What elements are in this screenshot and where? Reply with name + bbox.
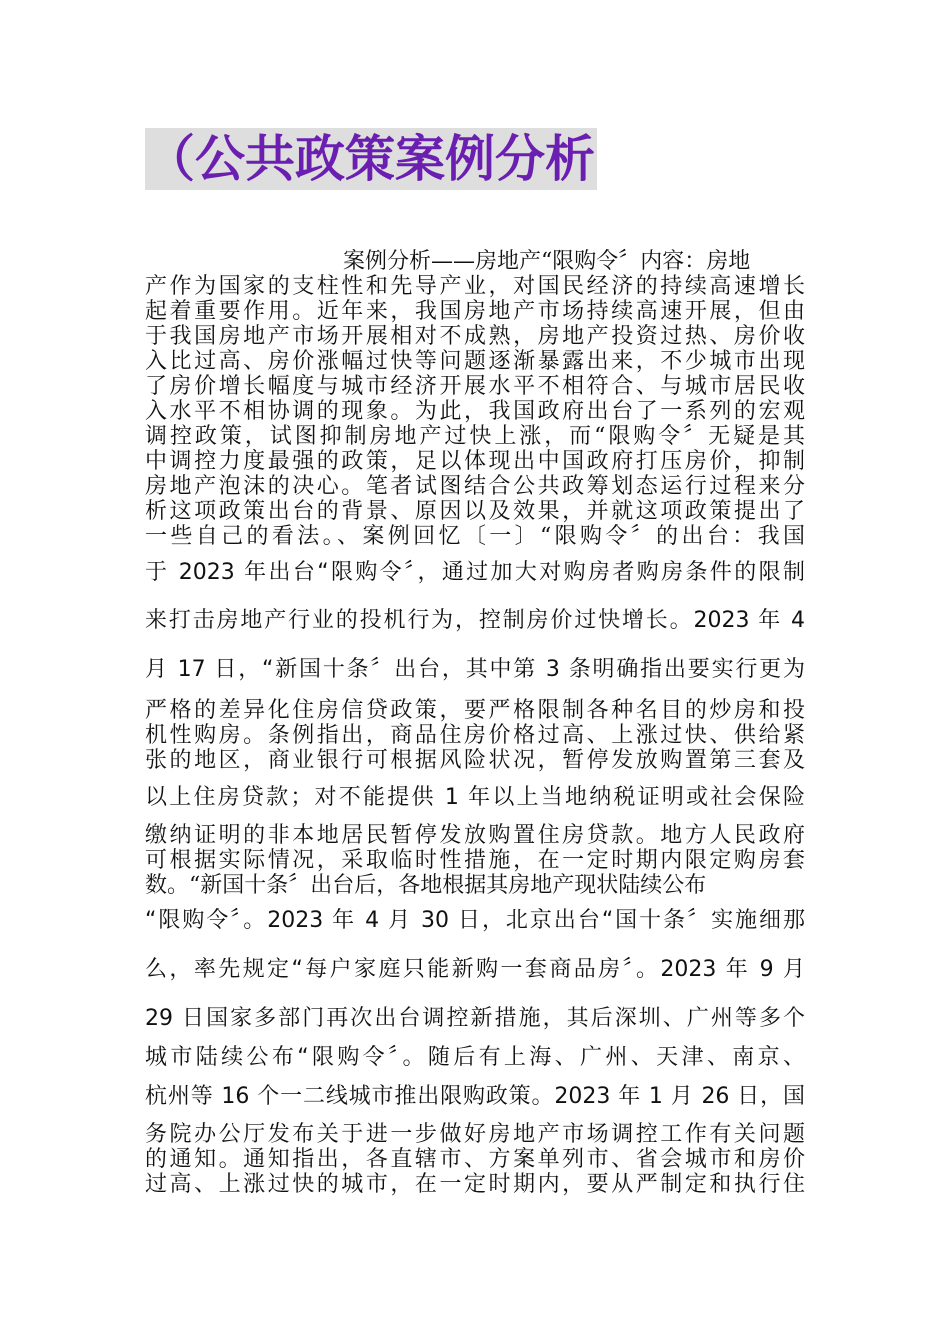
text-line: 过高、上涨过快的城市，在一定时期内，要从严制定和执行住	[145, 1172, 805, 1197]
text-line: 机性购房。条例指出，商品住房价格过高、上涨过快、供给紧	[145, 723, 805, 748]
text-line: “限购令〞。2023 年 4 月 30 日，北京出台“国十条〞实施细那	[145, 908, 805, 933]
text-line: 务院办公厅发布关于进一步做好房地产市场调控工作有关问题	[145, 1122, 805, 1147]
text-line: 数。“新国十条〞出台后，各地根据其房地产现状陆续公布	[145, 873, 707, 898]
text-line: 中调控力度最强的政策，足以体现出中国政府打压房价，抑制	[145, 449, 805, 474]
text-line: 了房价增长幅度与城市经济开展水平不相符合、与城市居民收	[145, 374, 805, 399]
text-line: 严格的差异化住房信贷政策，要严格限制各种名目的炒房和投	[145, 698, 805, 723]
text-line: 张的地区，商业银行可根据风险状况，暂停发放购置第三套及	[145, 748, 805, 773]
text-line: 调控政策，试图抑制房地产过快上涨，而“限购令〞无疑是其	[145, 424, 805, 449]
text-line: 29 日国家多部门再次出台调控新措施，其后深圳、广州等多个	[145, 1006, 805, 1031]
text-line: 入水平不相协调的现象。为此，我国政府出台了一系列的宏观	[145, 399, 805, 424]
document-title: （公共政策案例分析	[145, 130, 595, 188]
text-line: 析这项政策出台的背景、原因以及效果，并就这项政策提出了	[145, 499, 805, 524]
text-line: 于我国房地产市场开展相对不成熟，房地产投资过热、房价收	[145, 324, 805, 349]
text-line: 缴纳证明的非本地居民暂停发放购置住房贷款。地方人民政府	[145, 823, 805, 848]
text-line: 以上住房贷款；对不能提供 1 年以上当地纳税证明或社会保险	[145, 785, 805, 810]
text-line: 杭州等 16 个一二线城市推出限购政策。2023 年 1 月 26 日，国	[145, 1084, 805, 1109]
text-line: 的通知。通知指出，各直辖市、方案单列市、省会城市和房价	[145, 1147, 805, 1172]
text-line: 一些自己的看法。、案例回忆〔一〕“限购令〞的出台：我国	[145, 524, 805, 549]
text-line: 起着重要作用。近年来，我国房地产市场持续高速开展，但由	[145, 299, 805, 324]
text-line: 入比过高、房价涨幅过快等问题逐渐暴露出来，不少城市出现	[145, 349, 805, 374]
text-line: 么，率先规定“每户家庭只能新购一套商品房〞。2023 年 9 月	[145, 957, 805, 982]
text-line: 产作为国家的支柱性和先导产业，对国民经济的持续高速增长	[145, 274, 805, 299]
text-line: 于 2023 年出台“限购令〞，通过加大对购房者购房条件的限制	[145, 560, 805, 585]
text-line: 城市陆续公布“限购令〞。随后有上海、广州、天津、南京、	[145, 1045, 805, 1070]
text-line: 来打击房地产行业的投机行为，控制房价过快增长。2023 年 4	[145, 608, 805, 633]
text-line: 房地产泡沫的决心。笔者试图结合公共政筹划态运行过程来分	[145, 474, 805, 499]
text-line: 案例分析——房地产“限购令〞内容：房地	[343, 249, 751, 274]
text-line: 月 17 日，“新国十条〞出台，其中第 3 条明确指出要实行更为	[145, 657, 805, 682]
text-line: 可根据实际情况，采取临时性措施，在一定时期内限定购房套	[145, 848, 805, 873]
